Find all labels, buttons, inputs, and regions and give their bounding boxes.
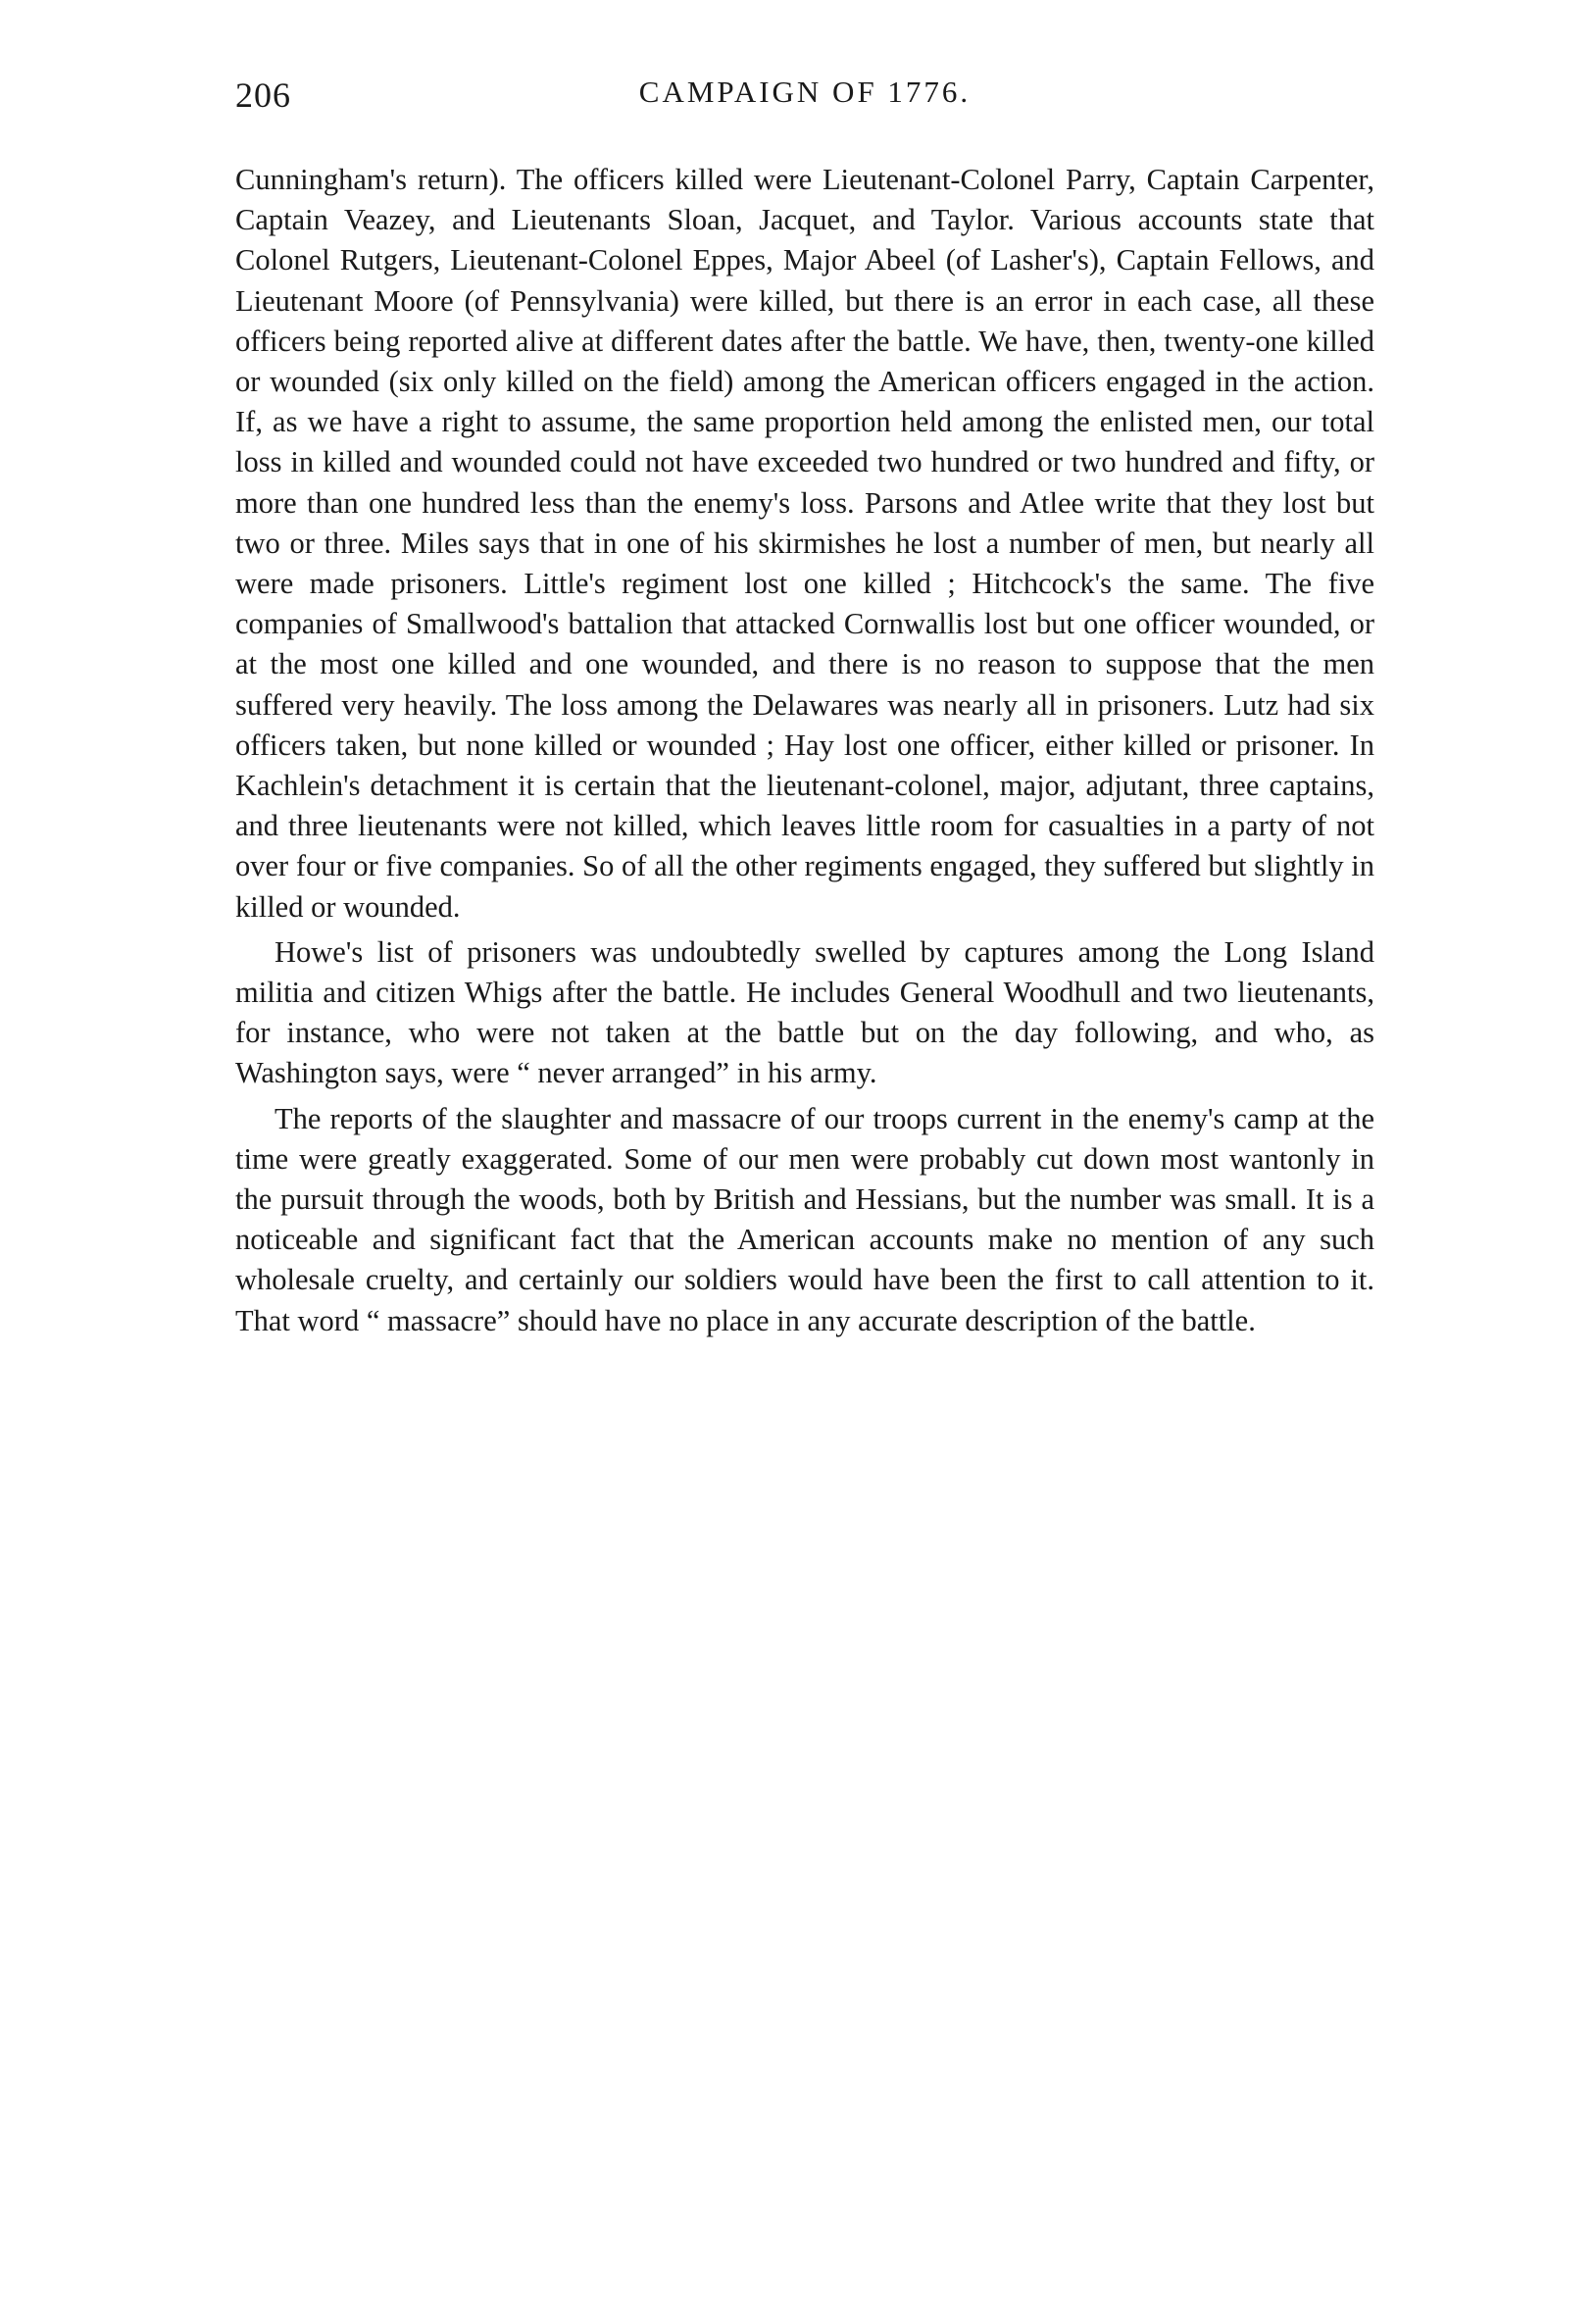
body-text [235,160,1374,1341]
paragraph-massacre: The reports of the slaughter and massacre of our troops current in the enemy's camp at the time were greatly exaggerated. Some of our men were probably cut down most wantonly in the pursuit through the woods, both by British and Hessians, but the number was small. It is a noticeable and significant fact that the American accounts make no mention of any such wholesale cruelty, and certainly our soldiers would have been the first to call attention to it. That word “ massacre” should have no place in any accurate description of the battle. [235,1101,1374,1337]
running-title: CAMPAIGN OF 1776. [638,75,972,109]
paragraph-casualties: Cunningham's return). The officers killed were Lieutenant-Colonel Parry, Captain Carpenter, Captain Veazey, and Lieutenants Sloan, Jacquet, and Taylor. Various accounts state that Colonel Rutgers, Lieutenant-Colonel Eppes, Major Abeel (of Lasher's), Captain Fellows, and Lieutenant Moore (of Pennsylvania) were killed, but there is an error in each case, all these officers being reported alive at different dates after the battle. We have, then, twenty-one killed or wounded (six only killed on the field) among the American officers engaged in the action. If, as we have a right to assume, the same proportion held among the enlisted men, our total loss in killed and wounded could not have exceeded two hundred or two hundred and fifty, or more than one hundred less than the enemy's loss. Parsons and Atlee write that they lost but two or three. Miles says that in one of his skirmishes he lost a number of men, but nearly all were made prisoners. Little's regiment lost one killed ; Hitchcock's the same. The five companies of Smallwood's battalion that attacked Cornwallis lost but one officer wounded, or at the most one killed and one wounded, and there is no reason to suppose that the men suffered very heavily. The loss among the Delawares was nearly all in prisoners. Lutz had six officers taken, but none killed or wounded ; Hay lost one officer, either killed or prisoner. In Kachlein's detachment it is certain that the lieutenant-colonel, major, adjutant, three captains, and three lieutenants were not killed, which leaves little room for casualties in a party of not over four or five companies. So of all the other regiments engaged, they suffered but slightly in killed or wounded. [235,163,1374,924]
page-number: 206 [235,75,291,115]
page-header [235,75,1374,124]
paragraph-prisoners: Howe's list of prisoners was undoubtedly swelled by captures among the Long Island militia and citizen Whigs after the battle. He includes General Woodhull and two lieutenants, for instance, who were not taken at the battle but on the day following, and who, as Washington says, were “ never arranged” in his army. [235,934,1374,1090]
